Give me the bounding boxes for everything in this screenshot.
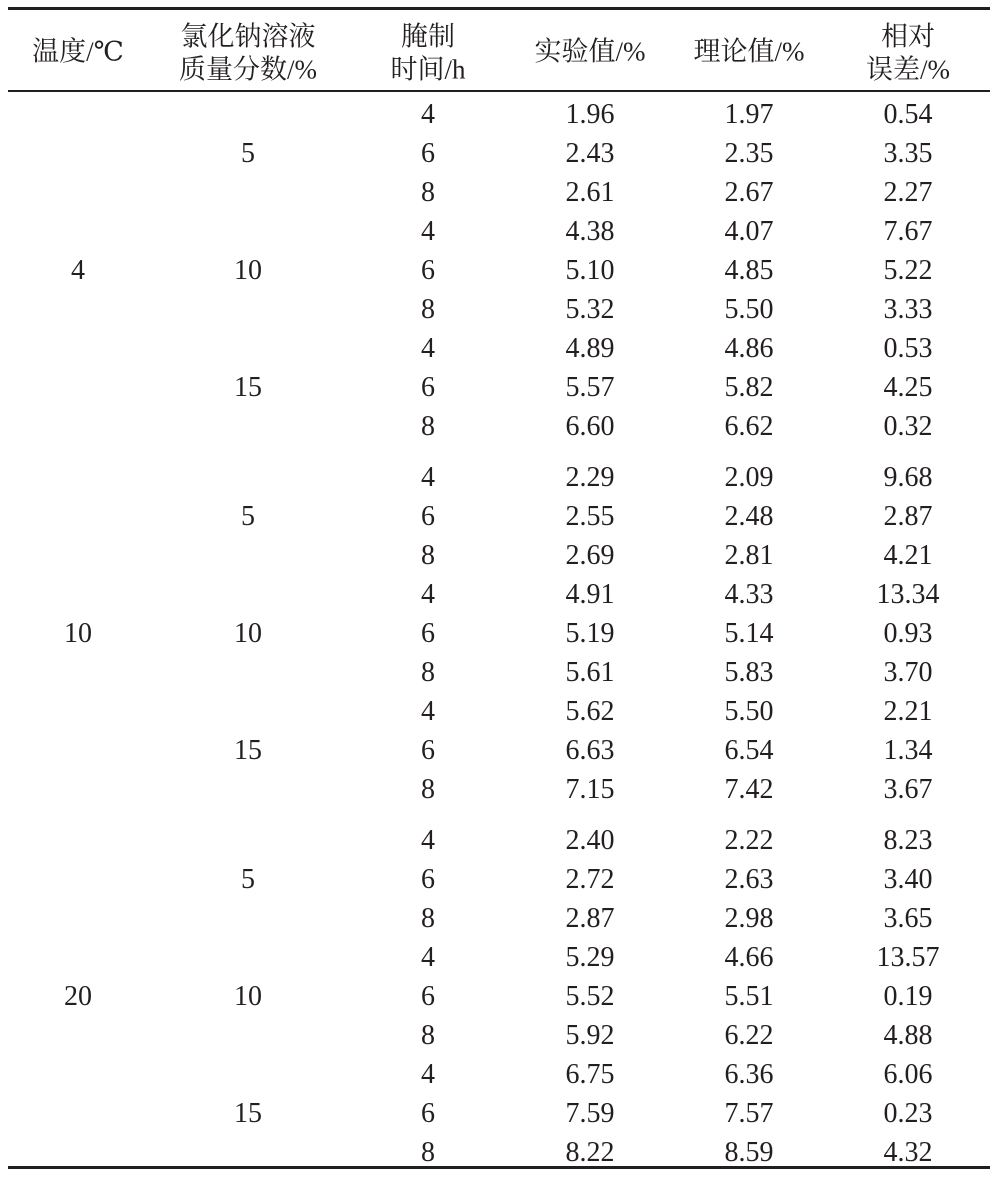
cell-theoretical: 4.86 [724,333,774,364]
header-rule [8,90,990,92]
cell-experimental: 7.59 [565,1098,615,1129]
cell-theoretical: 6.54 [724,735,774,766]
cell-time: 4 [421,942,435,973]
cell-relative-error: 3.65 [883,903,933,934]
cell-relative-error: 4.21 [883,540,933,571]
cell-theoretical: 6.36 [724,1059,774,1090]
bottom-rule [8,1166,990,1169]
cell-relative-error: 5.22 [883,255,933,286]
cell-relative-error: 1.34 [883,735,933,766]
cell-theoretical: 5.51 [724,981,774,1012]
cell-time: 6 [421,981,435,1012]
cell-experimental: 7.15 [565,774,615,805]
cell-experimental: 1.96 [565,99,615,130]
cell-experimental: 2.55 [565,501,615,532]
cell-experimental: 6.75 [565,1059,615,1090]
cell-time: 6 [421,372,435,403]
cell-theoretical: 2.63 [724,864,774,895]
cell-theoretical: 6.62 [724,411,774,442]
cell-time: 6 [421,864,435,895]
cell-experimental: 6.60 [565,411,615,442]
top-rule [8,7,990,10]
cell-theoretical: 2.35 [724,138,774,169]
cell-relative-error: 4.32 [883,1137,933,1168]
header-temperature: 温度/℃ [32,36,124,67]
cell-time: 6 [421,618,435,649]
cell-experimental: 2.69 [565,540,615,571]
cell-experimental: 5.61 [565,657,615,688]
cell-experimental: 5.19 [565,618,615,649]
cell-theoretical: 2.48 [724,501,774,532]
cell-relative-error: 3.33 [883,294,933,325]
cell-theoretical: 4.85 [724,255,774,286]
cell-theoretical: 2.09 [724,462,774,493]
cell-time: 4 [421,696,435,727]
cell-concentration: 10 [234,255,262,286]
cell-experimental: 2.43 [565,138,615,169]
cell-time: 8 [421,540,435,571]
cell-concentration: 5 [241,501,255,532]
cell-relative-error: 3.35 [883,138,933,169]
cell-concentration: 15 [234,735,262,766]
cell-theoretical: 4.07 [724,216,774,247]
cell-relative-error: 3.70 [883,657,933,688]
cell-time: 4 [421,99,435,130]
cell-experimental: 5.92 [565,1020,615,1051]
cell-concentration: 5 [241,864,255,895]
cell-time: 4 [421,579,435,610]
cell-relative-error: 0.53 [883,333,933,364]
cell-relative-error: 3.40 [883,864,933,895]
cell-relative-error: 13.57 [876,942,940,973]
header-concentration-line1: 氯化钠溶液 [180,21,316,52]
cell-time: 8 [421,903,435,934]
cell-relative-error: 2.27 [883,177,933,208]
header-theoretical: 理论值/% [693,36,805,67]
cell-relative-error: 4.88 [883,1020,933,1051]
cell-temperature: 4 [71,255,85,286]
cell-time: 6 [421,1098,435,1129]
cell-relative-error: 0.93 [883,618,933,649]
cell-experimental: 2.87 [565,903,615,934]
cell-experimental: 4.38 [565,216,615,247]
cell-experimental: 2.61 [565,177,615,208]
cell-theoretical: 5.82 [724,372,774,403]
cell-relative-error: 4.25 [883,372,933,403]
header-relative-error-line1: 相对 [881,21,935,52]
cell-time: 4 [421,825,435,856]
cell-experimental: 5.62 [565,696,615,727]
cell-time: 8 [421,411,435,442]
cell-theoretical: 2.98 [724,903,774,934]
cell-relative-error: 7.67 [883,216,933,247]
cell-time: 8 [421,657,435,688]
cell-experimental: 2.29 [565,462,615,493]
cell-time: 8 [421,1137,435,1168]
cell-temperature: 20 [64,981,92,1012]
cell-relative-error: 8.23 [883,825,933,856]
cell-experimental: 6.63 [565,735,615,766]
cell-theoretical: 7.42 [724,774,774,805]
header-time-line2: 时间/h [390,54,466,85]
cell-relative-error: 2.21 [883,696,933,727]
cell-concentration: 15 [234,1098,262,1129]
cell-time: 8 [421,774,435,805]
cell-relative-error: 0.32 [883,411,933,442]
cell-experimental: 5.10 [565,255,615,286]
cell-concentration: 10 [234,618,262,649]
cell-relative-error: 13.34 [876,579,940,610]
cell-theoretical: 2.81 [724,540,774,571]
cell-experimental: 2.72 [565,864,615,895]
cell-experimental: 2.40 [565,825,615,856]
cell-experimental: 5.52 [565,981,615,1012]
cell-time: 6 [421,138,435,169]
cell-relative-error: 9.68 [883,462,933,493]
cell-time: 4 [421,462,435,493]
cell-theoretical: 4.66 [724,942,774,973]
cell-theoretical: 5.50 [724,294,774,325]
cell-concentration: 10 [234,981,262,1012]
cell-relative-error: 0.54 [883,99,933,130]
cell-theoretical: 7.57 [724,1098,774,1129]
cell-time: 4 [421,1059,435,1090]
cell-time: 6 [421,735,435,766]
cell-experimental: 5.32 [565,294,615,325]
cell-theoretical: 4.33 [724,579,774,610]
cell-time: 4 [421,216,435,247]
header-time-line1: 腌制 [401,21,455,52]
cell-experimental: 5.29 [565,942,615,973]
cell-time: 8 [421,1020,435,1051]
cell-theoretical: 5.50 [724,696,774,727]
cell-time: 8 [421,294,435,325]
cell-theoretical: 2.22 [724,825,774,856]
cell-experimental: 4.91 [565,579,615,610]
cell-theoretical: 1.97 [724,99,774,130]
cell-time: 6 [421,501,435,532]
cell-time: 4 [421,333,435,364]
cell-theoretical: 6.22 [724,1020,774,1051]
cell-concentration: 5 [241,138,255,169]
cell-experimental: 5.57 [565,372,615,403]
cell-relative-error: 0.19 [883,981,933,1012]
cell-relative-error: 6.06 [883,1059,933,1090]
cell-temperature: 10 [64,618,92,649]
header-relative-error-line2: 误差/% [866,54,950,85]
cell-theoretical: 5.83 [724,657,774,688]
cell-experimental: 8.22 [565,1137,615,1168]
cell-theoretical: 2.67 [724,177,774,208]
cell-relative-error: 0.23 [883,1098,933,1129]
cell-theoretical: 8.59 [724,1137,774,1168]
cell-relative-error: 2.87 [883,501,933,532]
cell-concentration: 15 [234,372,262,403]
cell-time: 6 [421,255,435,286]
header-concentration-line2: 质量分数/% [179,54,317,85]
header-experimental: 实验值/% [534,36,646,67]
cell-experimental: 4.89 [565,333,615,364]
cell-theoretical: 5.14 [724,618,774,649]
cell-relative-error: 3.67 [883,774,933,805]
cell-time: 8 [421,177,435,208]
